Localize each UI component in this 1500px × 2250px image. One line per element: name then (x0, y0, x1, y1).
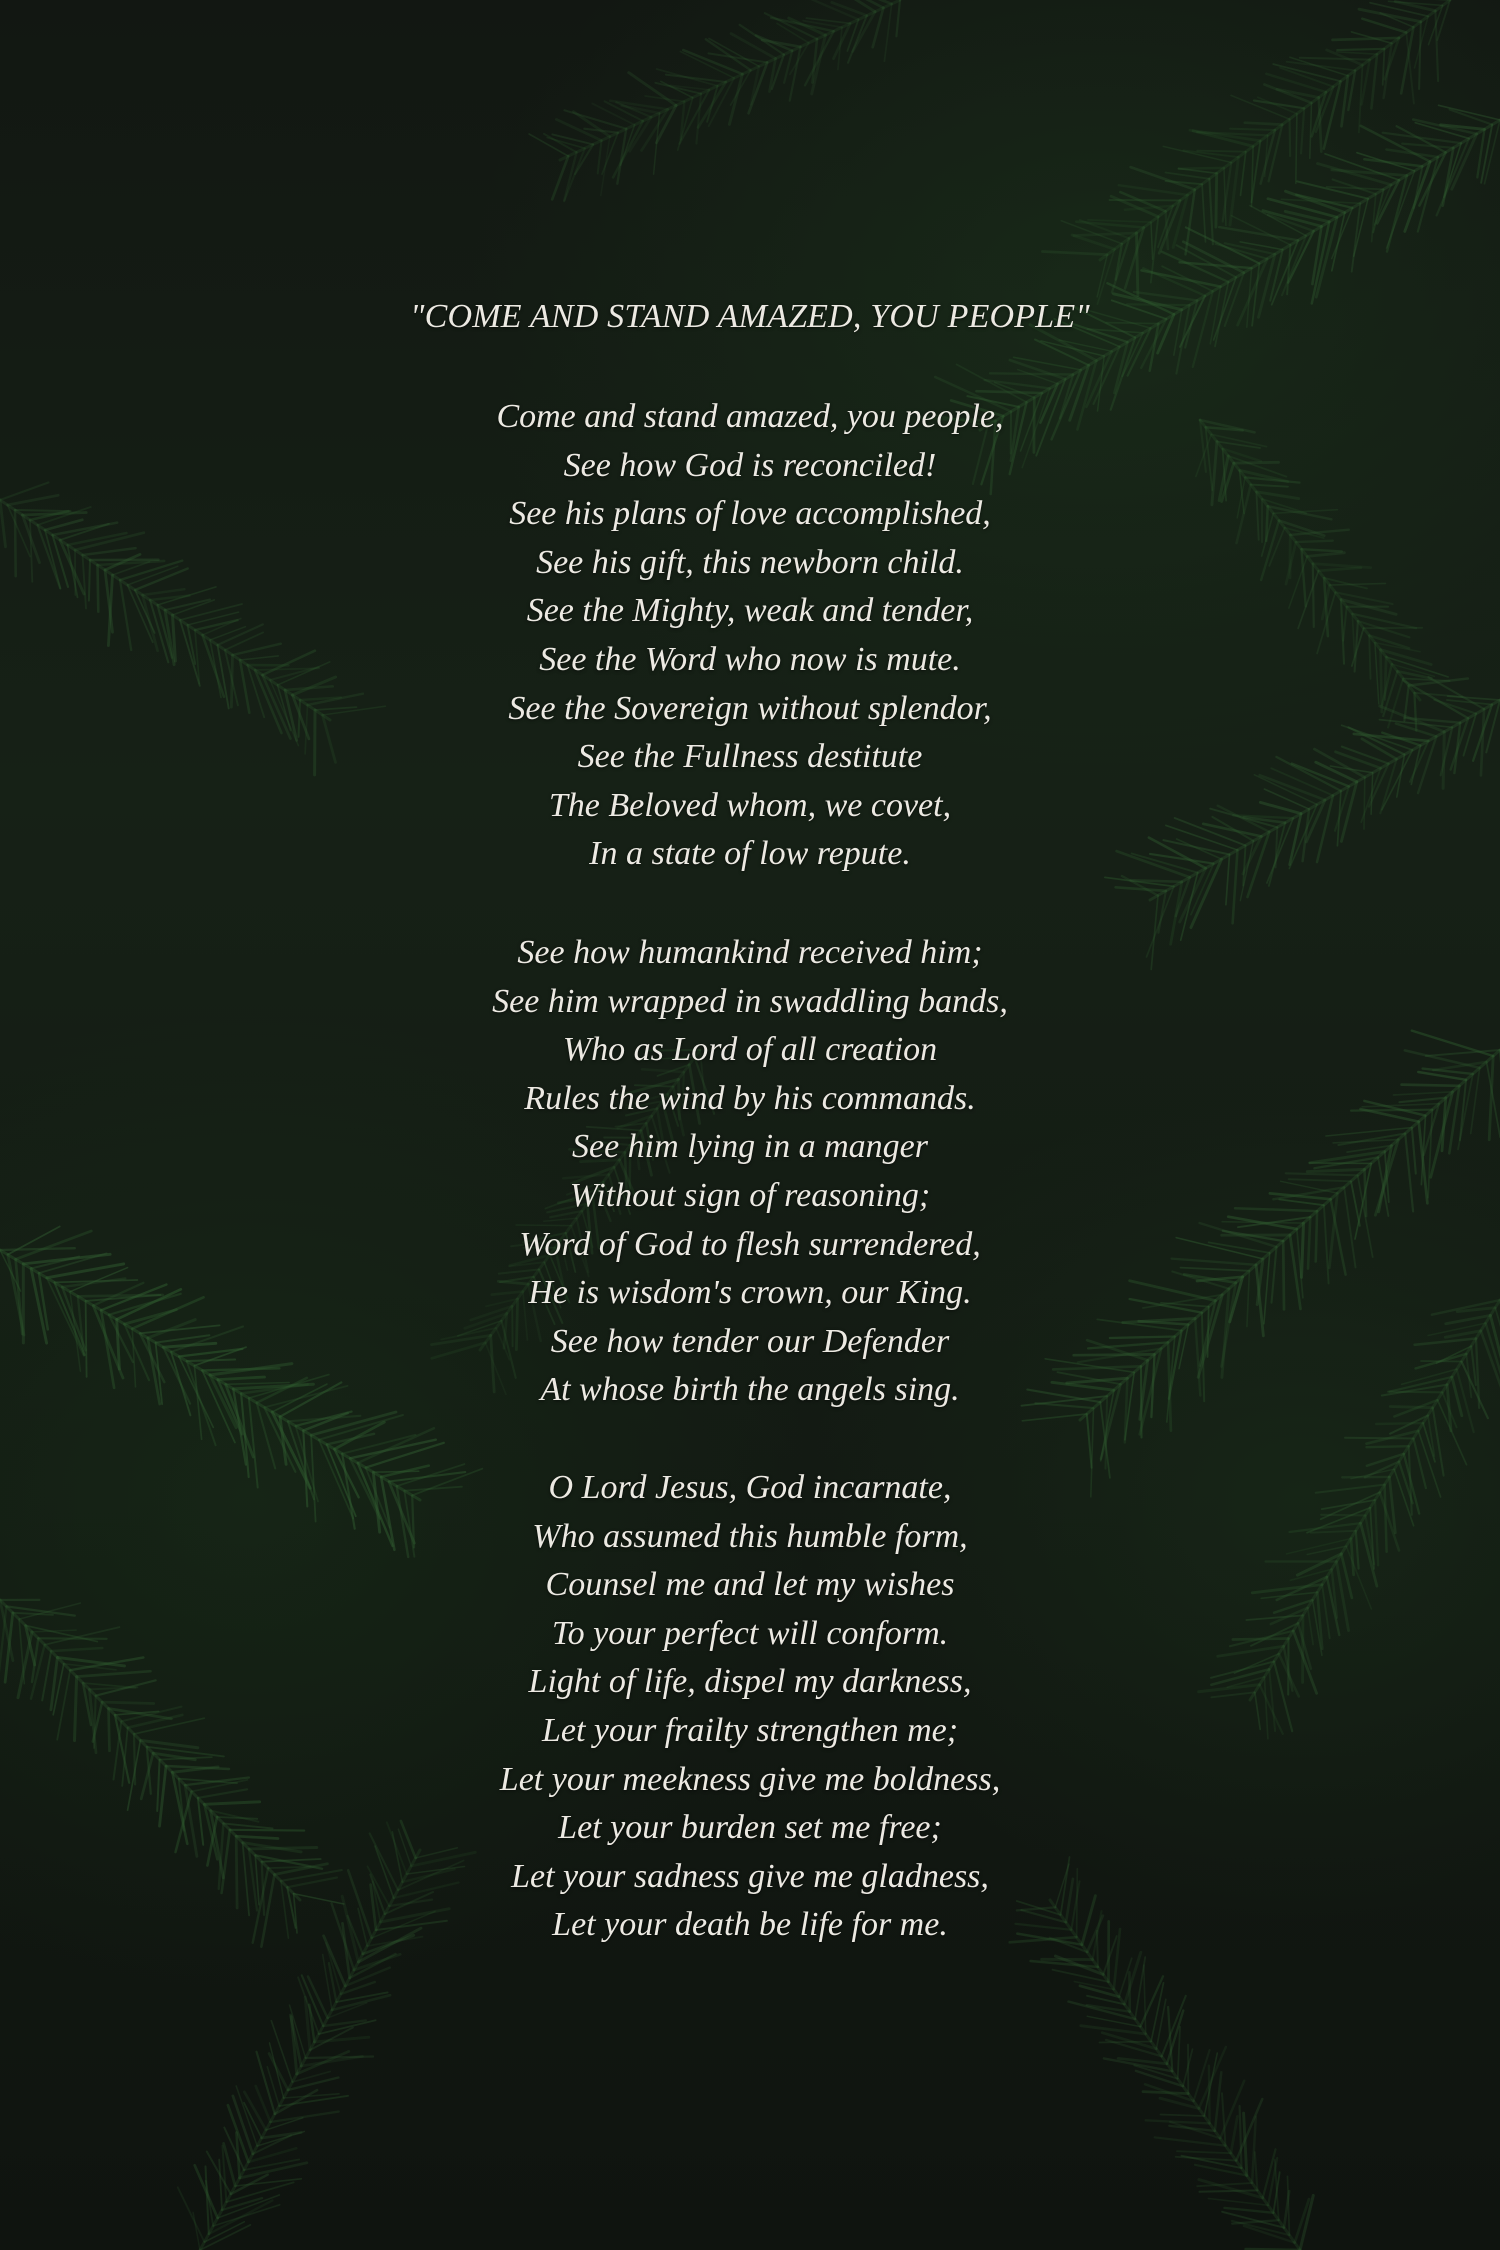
poem-line: See the Mighty, weak and tender, (526, 592, 974, 630)
poem-line: Let your meekness give me boldness, (499, 1760, 1001, 1798)
poem-line: The Beloved whom, we covet, (548, 786, 952, 824)
poem-line: See him lying in a manger (572, 1128, 928, 1166)
poem-line: Light of life, dispel my darkness, (528, 1663, 972, 1701)
poem-line: See how humankind received him; (517, 934, 983, 971)
poem-line: Let your death be life for me. (552, 1906, 948, 1944)
poem-line: O Lord Jesus, God incarnate, (548, 1469, 952, 1506)
poem-line: See him wrapped in swaddling bands, (492, 982, 1008, 1020)
poem-line: See how God is reconciled! (563, 446, 937, 484)
poem-line: To your perfect will conform. (551, 1614, 949, 1652)
poem-line: See his plans of love accomplished, (509, 495, 991, 533)
stanza-1 (250, 393, 1250, 879)
poem-line: See his gift, this newborn child. (536, 543, 964, 581)
poem-title: "COME AND STAND AMAZED, YOU PEOPLE" (410, 298, 1090, 335)
poem-line: He is wisdom's crown, our King. (528, 1274, 972, 1312)
poem-line: See the Word who now is mute. (539, 640, 961, 678)
poem-line: At whose birth the angels sing. (540, 1371, 960, 1409)
poem-line: Counsel me and let my wishes (545, 1566, 955, 1604)
poem-line: Who as Lord of all creation (562, 1031, 938, 1069)
poem-line: See the Sovereign without splendor, (508, 689, 992, 727)
poem-line: Let your burden set me free; (558, 1809, 942, 1847)
poem-line: Let your frailty strengthen me; (541, 1711, 959, 1749)
poem-line: Come and stand amazed, you people, (496, 398, 1004, 435)
poem-line: In a state of low repute. (589, 835, 911, 873)
poem-line: See the Fullness destitute (577, 738, 923, 776)
poem-line: Rules the wind by his commands. (524, 1079, 976, 1117)
stanza-3 (250, 1464, 1250, 1950)
poem-line: Who assumed this humble form, (532, 1517, 968, 1555)
poem-line: Word of God to flesh surrendered, (519, 1225, 981, 1263)
stanza-2 (250, 929, 1250, 1415)
poem-line: Let your sadness give me gladness, (511, 1857, 989, 1895)
poem-line: See how tender our Defender (550, 1322, 950, 1360)
poem-line: Without sign of reasoning; (569, 1176, 931, 1214)
